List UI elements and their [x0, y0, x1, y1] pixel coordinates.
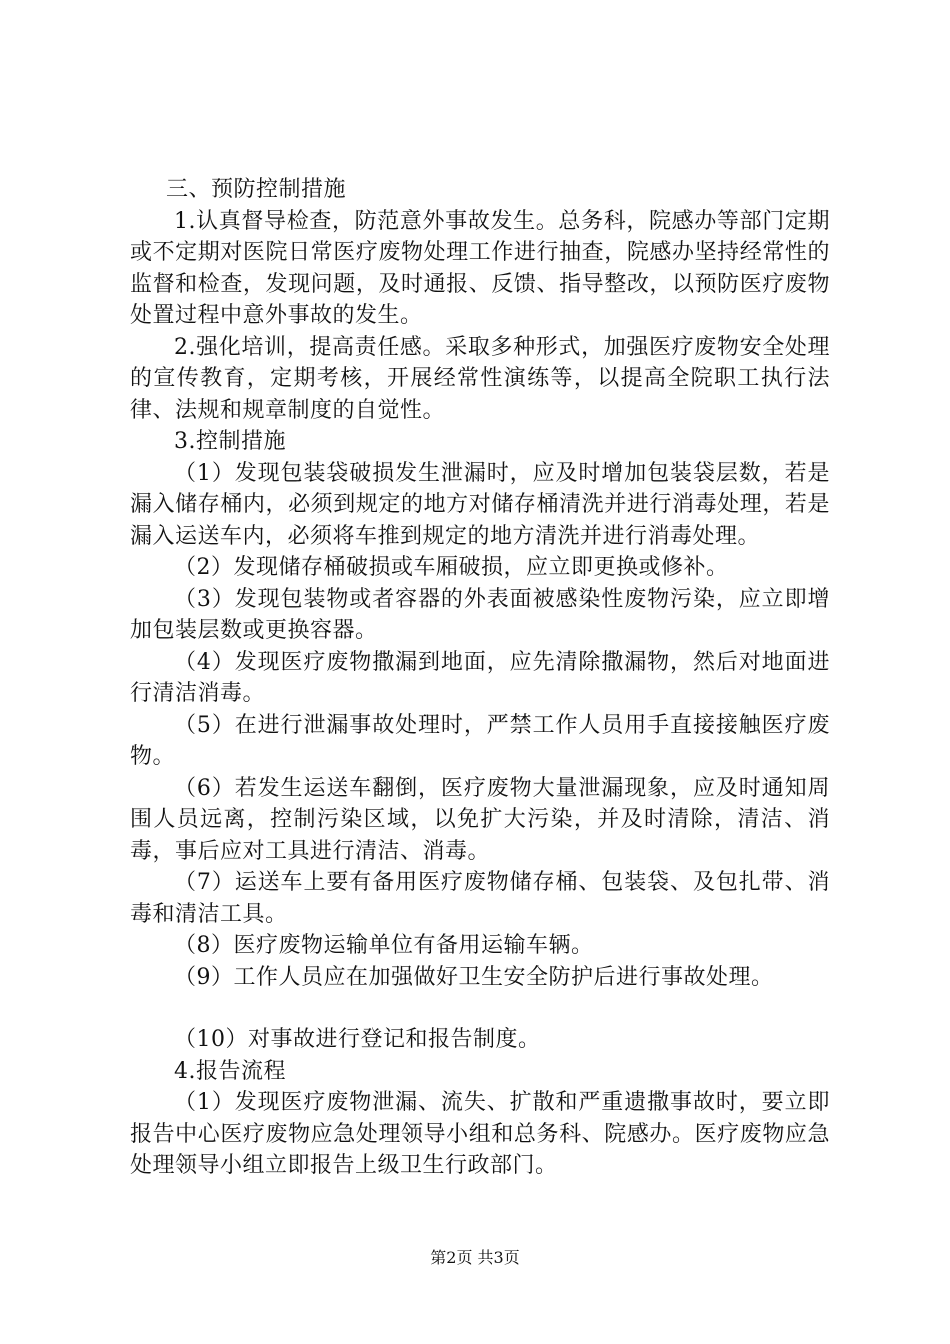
blank-line — [130, 993, 830, 1024]
paragraph-training: 2.强化培训，提高责任感。采取多种形式，加强医疗废物安全处理的宣传教育，定期考核，开展经常性演练等，以提高全院职工执行法律、法规和规章制度的自觉性。 — [130, 334, 830, 423]
paragraph-supervision: 1.认真督导检查，防范意外事故发生。总务科，院感办等部门定期或不定期对医院日常医疗废物处理工作进行抽查，院感办坚持经常性的监督和检查，发现问题，及时通报、反馈、指导整改，以预防医疗废物处置过程中意外事故的发生。 — [130, 208, 830, 328]
document-body — [130, 174, 830, 1182]
list-item: （1）发现包装袋破损发生泄漏时，应及时增加包装袋层数，若是漏入储存桶内，必须到规定的地方对储存桶清洗并进行消毒处理，若是漏入运送车内，必须将车推到规定的地方清洗并进行消毒处理。 — [130, 460, 830, 549]
list-item: （7）运送车上要有备用医疗废物储存桶、包装袋、及包扎带、消毒和清洁工具。 — [130, 870, 830, 927]
list-item: （2）发现储存桶破损或车厢破损，应立即更换或修补。 — [174, 555, 729, 580]
page-number-footer: 第2页 共3页 — [430, 1248, 520, 1267]
list-item: （10）对事故进行登记和报告制度。 — [174, 1027, 541, 1052]
list-item: （3）发现包装物或者容器的外表面被感染性废物污染，应立即增加包装层数或更换容器。 — [130, 586, 830, 643]
list-item: （5）在进行泄漏事故处理时，严禁工作人员用手直接接触医疗废物。 — [130, 712, 830, 769]
list-item: （8）医疗废物运输单位有备用运输车辆。 — [174, 933, 594, 958]
list-item: （6）若发生运送车翻倒，医疗废物大量泄漏现象，应及时通知周围人员远离，控制污染区域，以免扩大污染，并及时清除，清洁、消毒，事后应对工具进行清洁、消毒。 — [130, 775, 830, 864]
list-item: （4）发现医疗废物撒漏到地面，应先清除撒漏物，然后对地面进行清洁消毒。 — [130, 649, 830, 706]
list-item: （9）工作人员应在加强做好卫生安全防护后进行事故处理。 — [174, 964, 774, 990]
subheading-control-measures: 3.控制措施 — [174, 429, 286, 454]
list-item: （1）发现医疗废物泄漏、流失、扩散和严重遗撒事故时，要立即报告中心医疗废物应急处理领导小组和总务科、院感办。医疗废物应急处理领导小组立即报告上级卫生行政部门。 — [130, 1090, 830, 1178]
section-heading: 三、预防控制措施 — [166, 177, 347, 202]
subheading-report-process: 4.报告流程 — [174, 1058, 286, 1084]
